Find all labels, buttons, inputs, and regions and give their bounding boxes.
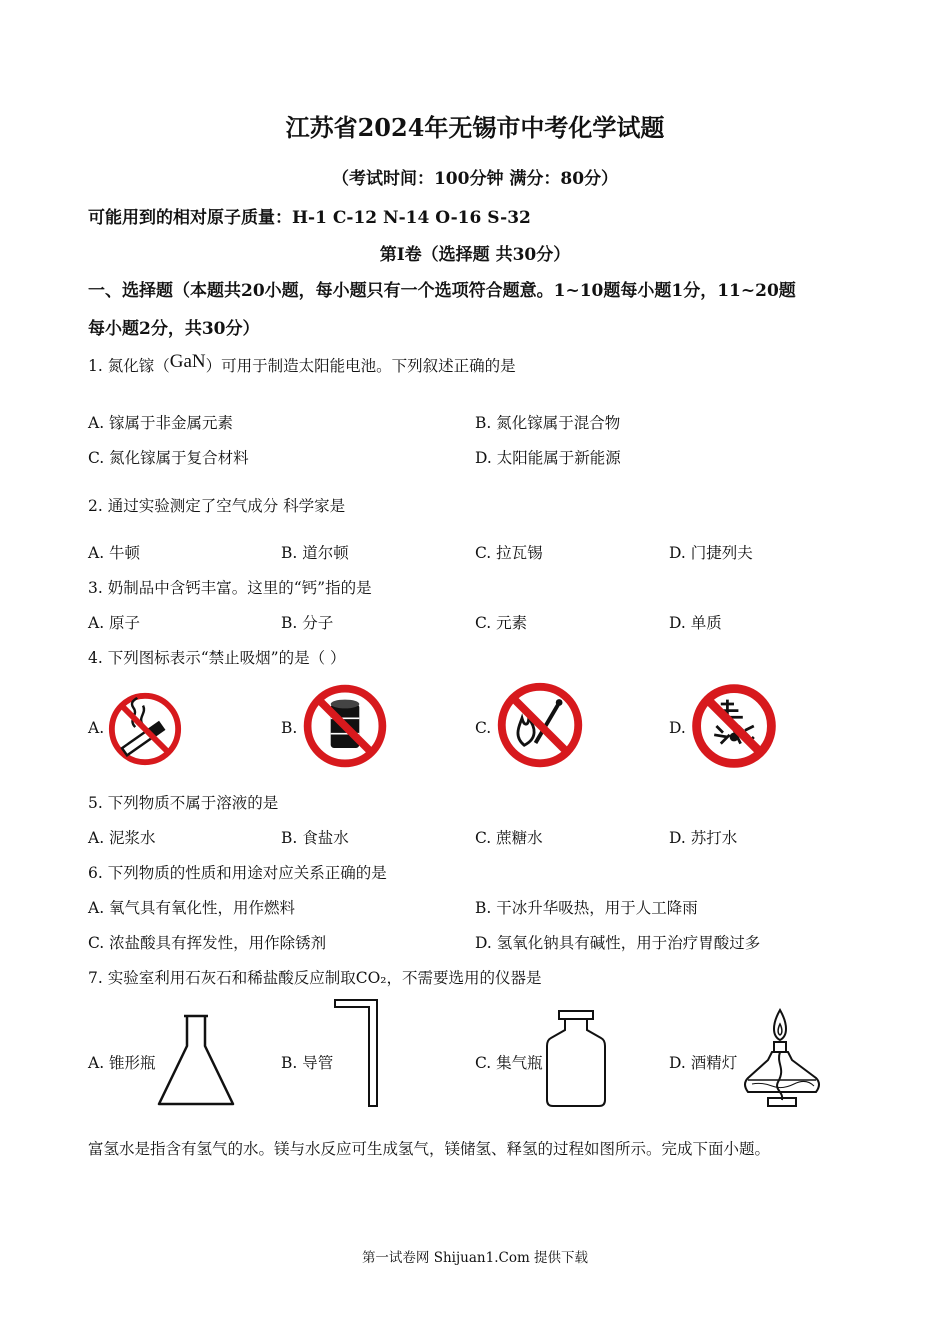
volume-title: 第Ⅰ卷（选择题 共30分） [379, 245, 571, 265]
question-7: 7. 实验室利用石灰石和稀盐酸反应制取CO₂，不需要选用的仪器是 [88, 969, 542, 987]
q1-option-d[interactable]: D. 太阳能属于新能源 [475, 449, 621, 467]
q3-option-a[interactable]: A. 原子 [88, 614, 141, 632]
q7-option-a[interactable]: A. 锥形瓶 [88, 1054, 156, 1072]
question-1-prefix: 1. 氮化镓（ [88, 357, 170, 375]
q5-option-a[interactable]: A. 泥浆水 [88, 829, 156, 847]
question-6: 6. 下列物质的性质和用途对应关系正确的是 [88, 864, 387, 882]
q4-option-d[interactable]: D. [669, 719, 686, 737]
q3-option-c[interactable]: C. 元素 [475, 614, 528, 632]
gas-bottle-icon[interactable] [543, 1008, 609, 1110]
q4-option-a[interactable]: A. [88, 719, 105, 737]
q4-option-c[interactable]: C. [475, 719, 492, 737]
page-title: 江苏省2024年无锡市中考化学试题 [285, 113, 665, 142]
no-smoking-icon[interactable] [106, 690, 184, 768]
question-2: 2. 通过实验测定了空气成分 科学家是 [88, 497, 346, 515]
q5-option-c[interactable]: C. 蔗糖水 [475, 829, 543, 847]
exam-info: （考试时间：100分钟 满分：80分） [331, 169, 619, 189]
bent-tube-icon[interactable] [333, 998, 381, 1110]
question-5: 5. 下列物质不属于溶液的是 [88, 794, 279, 812]
no-fireworks-icon[interactable] [690, 682, 778, 770]
question-4: 4. 下列图标表示“禁止吸烟”的是（ ） [88, 649, 346, 667]
q6-option-c[interactable]: C. 浓盐酸具有挥发性，用作除锈剂 [88, 934, 327, 952]
section-heading-line1: 一、选择题（本题共20小题，每小题只有一个选项符合题意。1~10题每小题1分，11~20题 [88, 281, 796, 301]
q1-option-b[interactable]: B. 氮化镓属于混合物 [475, 414, 621, 432]
conical-flask-icon[interactable] [156, 1012, 236, 1108]
q1-option-c[interactable]: C. 氮化镓属于复合材料 [88, 449, 249, 467]
q7-option-c[interactable]: C. 集气瓶 [475, 1054, 543, 1072]
section-heading-line2: 每小题2分，共30分） [88, 319, 260, 339]
q2-option-c[interactable]: C. 拉瓦锡 [475, 544, 543, 562]
atomic-masses: 可能用到的相对原子质量：H-1 C-12 N-14 O-16 S-32 [88, 208, 531, 228]
alcohol-lamp-icon[interactable] [742, 1004, 824, 1110]
q1-option-a[interactable]: A. 镓属于非金属元素 [88, 414, 234, 432]
q3-option-d[interactable]: D. 单质 [669, 614, 722, 632]
q2-option-d[interactable]: D. 门捷列夫 [669, 544, 753, 562]
question-3: 3. 奶制品中含钙丰富。这里的“钙”指的是 [88, 579, 372, 597]
q2-option-a[interactable]: A. 牛顿 [88, 544, 141, 562]
q3-option-b[interactable]: B. 分子 [281, 614, 334, 632]
q6-option-a[interactable]: A. 氧气具有氧化性，用作燃料 [88, 899, 296, 917]
q6-option-d[interactable]: D. 氢氧化钠具有碱性，用于治疗胃酸过多 [475, 934, 761, 952]
q7-option-d[interactable]: D. 酒精灯 [669, 1054, 738, 1072]
q7-option-b[interactable]: B. 导管 [281, 1054, 334, 1072]
q6-option-b[interactable]: B. 干冰升华吸热，用于人工降雨 [475, 899, 698, 917]
gan-formula: GaN [169, 351, 206, 372]
q4-option-b[interactable]: B. [281, 719, 298, 737]
no-open-flame-icon[interactable] [495, 680, 585, 770]
question-1 [88, 351, 516, 377]
q2-option-b[interactable]: B. 道尔顿 [281, 544, 349, 562]
footer-text: 第一试卷网 Shijuan1.Com 提供下载 [361, 1250, 589, 1266]
q5-option-d[interactable]: D. 苏打水 [669, 829, 738, 847]
q5-option-b[interactable]: B. 食盐水 [281, 829, 349, 847]
passage-text: 富氢水是指含有氢气的水。镁与水反应可生成氢气，镁储氢、释氢的过程如图所示。完成下面小题。 [88, 1140, 771, 1158]
no-oil-drum-icon[interactable] [301, 682, 389, 770]
question-1-suffix: ）可用于制造太阳能电池。下列叙述正确的是 [205, 357, 516, 375]
